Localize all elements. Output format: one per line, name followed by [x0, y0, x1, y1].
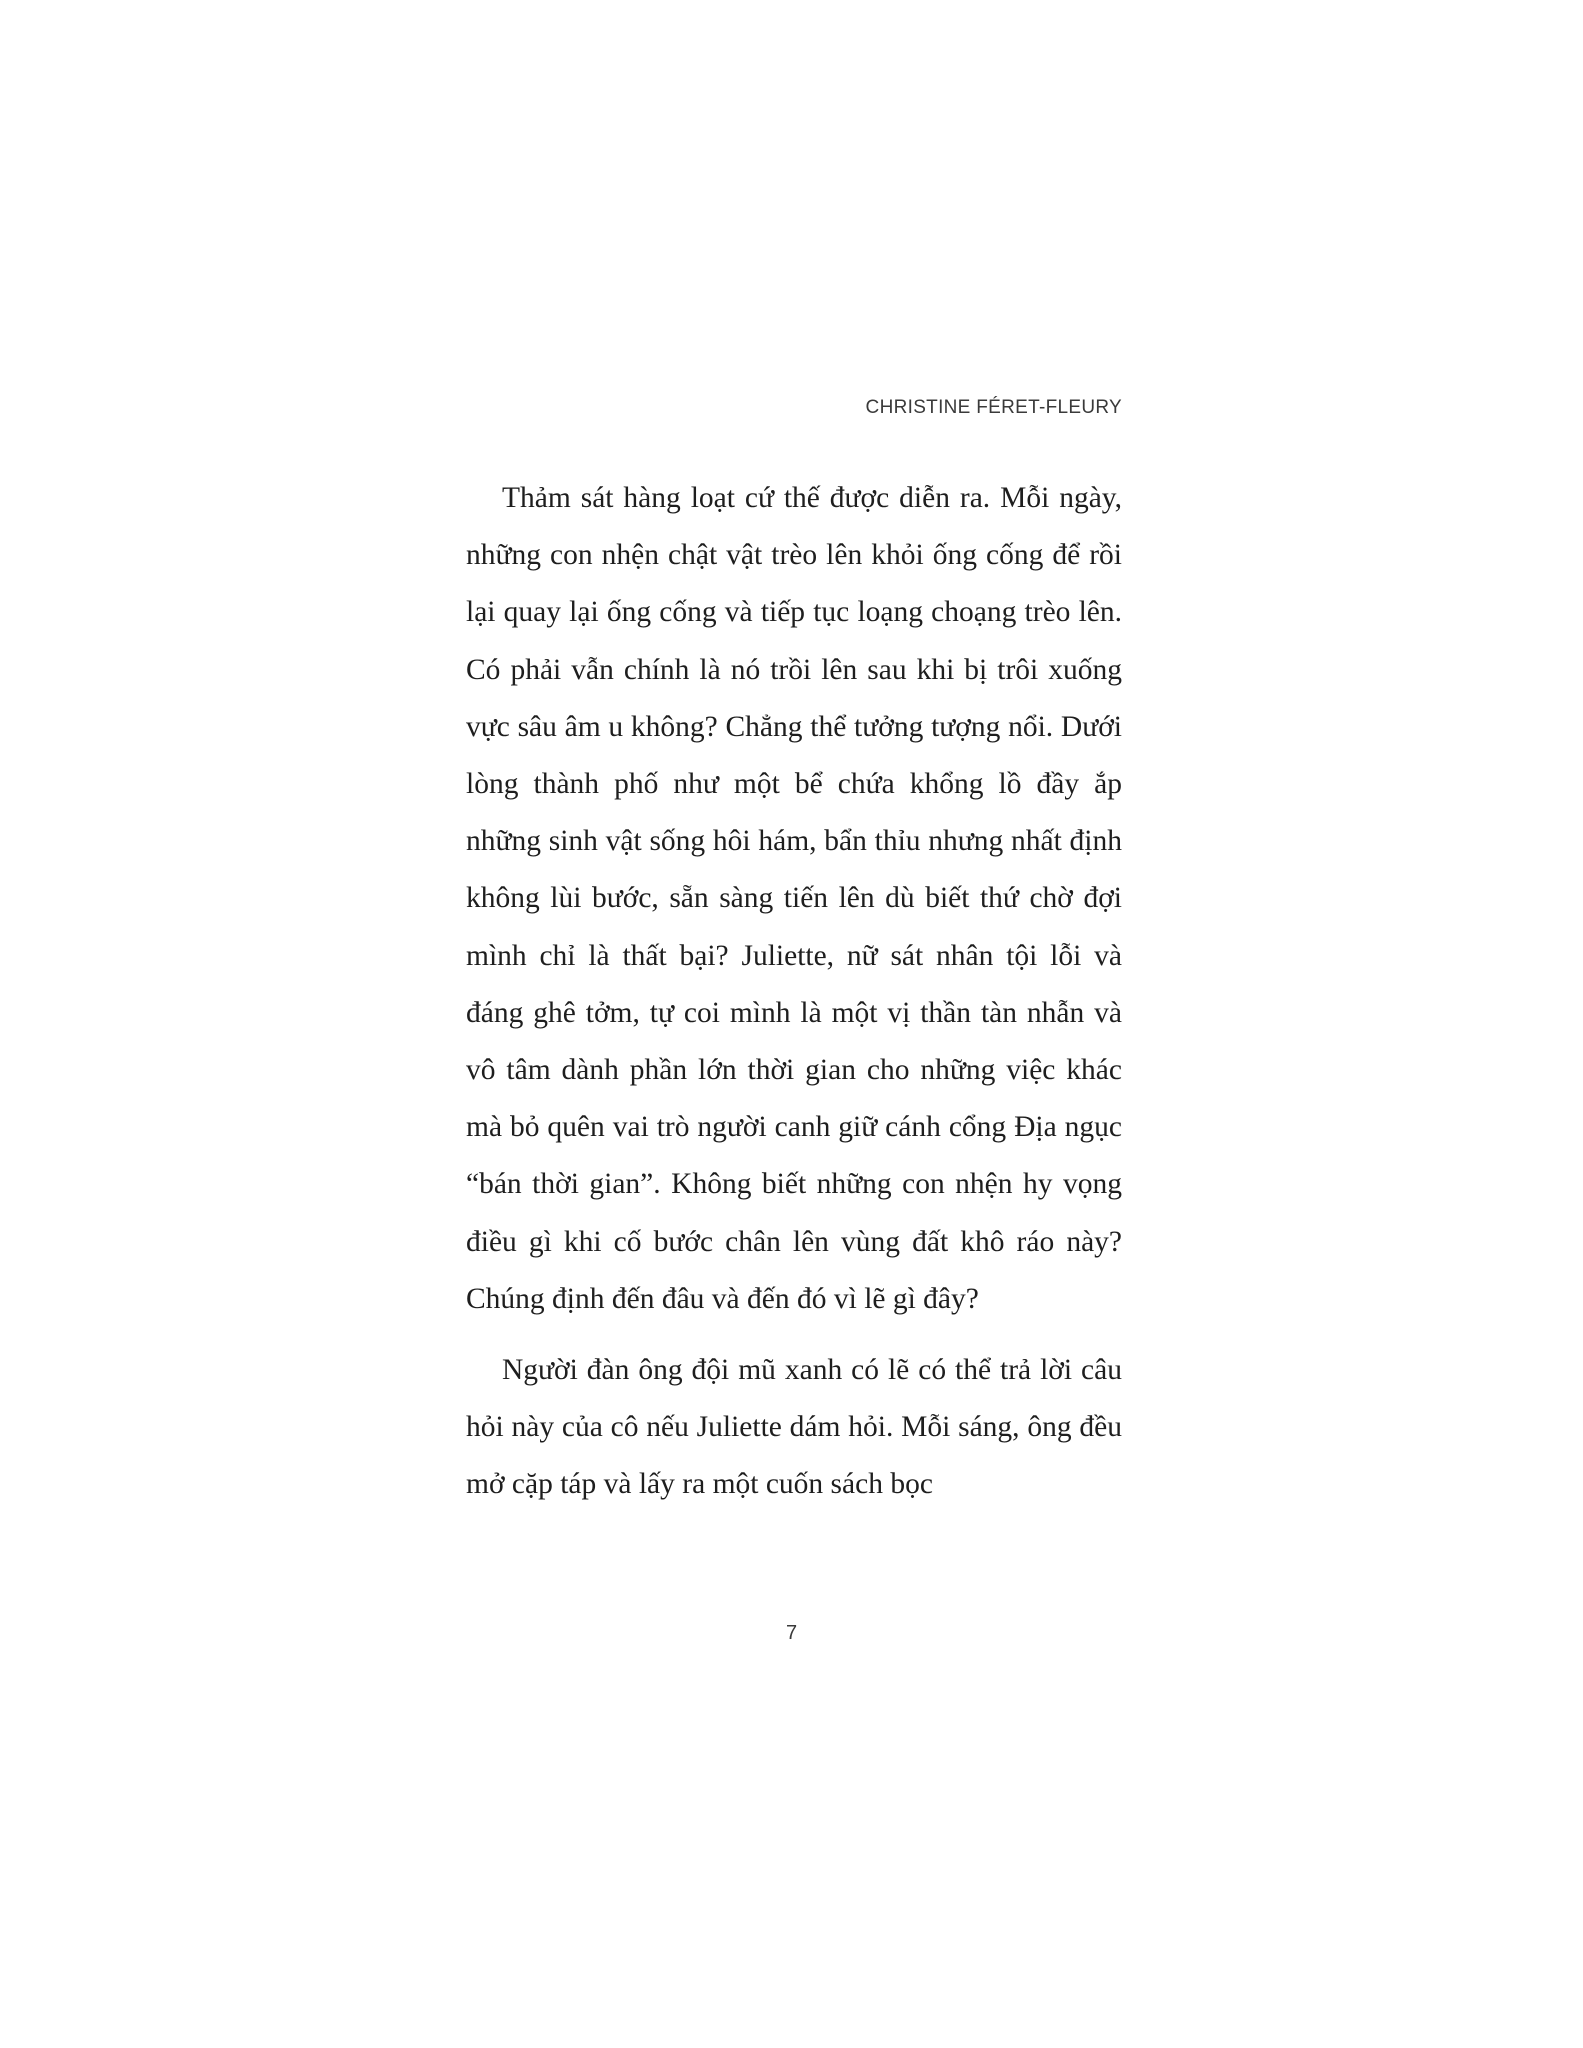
- paragraph: Thảm sát hàng loạt cứ thế được diễn ra. Mỗi ngày, những con nhện chật vật trèo lên khỏi ống cống để rồi lại quay lại ống cống và tiếp tục loạng choạng trèo lên. Có phải vẫn chính là nó trồi lên sau khi bị trôi xuống vực sâu âm u không? Chẳng thể tưởng tượng nổi. Dưới lòng thành phố như một bể chứa khổng lồ đầy ắp những sinh vật sống hôi hám, bẩn thỉu nhưng nhất định không lùi bước, sẵn sàng tiến lên dù biết thứ chờ đợi mình chỉ là thất bại? Juliette, nữ sát nhân tội lỗi và đáng ghê tởm, tự coi mình là một vị thần tàn nhẫn và vô tâm dành phần lớn thời gian cho những việc khác mà bỏ quên vai trò người canh giữ cánh cổng Địa ngục “bán thời gian”. Không biết những con nhện hy vọng điều gì khi cố bước chân lên vùng đất khô ráo này? Chúng định đến đâu và đến đó vì lẽ gì đây?: [466, 482, 1122, 1315]
- running-header-author: CHRISTINE FÉRET-FLEURY: [865, 397, 1122, 418]
- body-text: [466, 470, 1122, 1514]
- page-number: 7: [785, 1622, 798, 1644]
- paragraph: Người đàn ông đội mũ xanh có lẽ có thể trả lời câu hỏi này của cô nếu Juliette dám hỏi. Mỗi sáng, ông đều mở cặp táp và lấy ra một cuốn sách bọc: [466, 1354, 1122, 1501]
